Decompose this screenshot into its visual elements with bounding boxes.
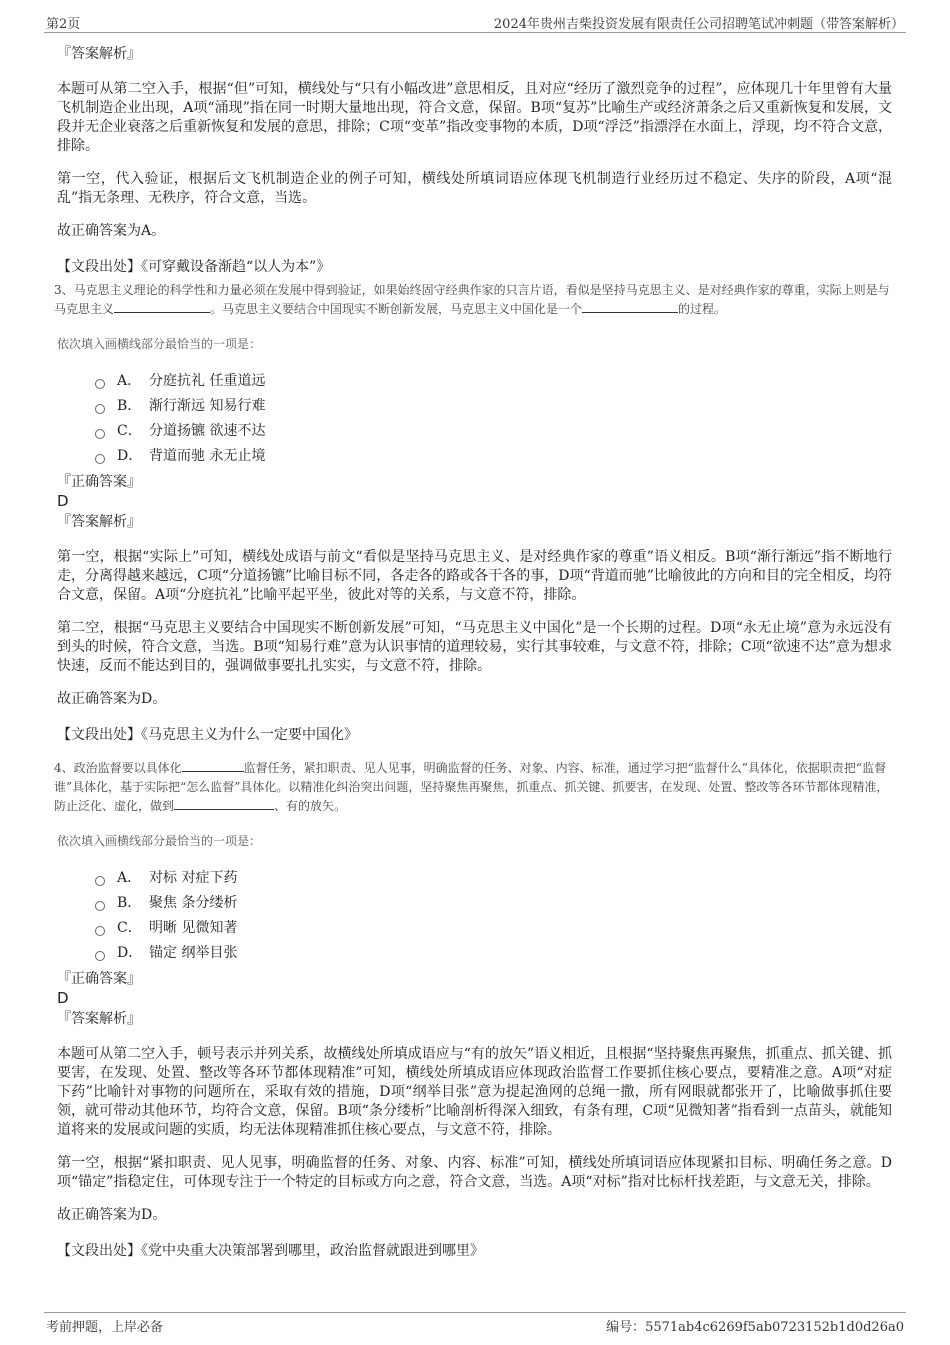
- correct-answer: D: [57, 492, 69, 510]
- radio-icon[interactable]: [95, 901, 105, 911]
- question-text: 。马克思主义要结合中国现实不断创新发展，马克思主义中国化是一个: [210, 302, 583, 316]
- question-text: 马克思主义理论的科学性和力量必须在发展中得到验证，如果始终固守经典作家的只言片语，看似是坚持马克思主义、是对经典作家的尊重，实际上则是与马克思主义: [54, 283, 890, 316]
- option-b[interactable]: [95, 891, 892, 916]
- radio-icon[interactable]: [95, 454, 105, 464]
- option-list: [95, 866, 892, 966]
- source-citation: 【文段出处】《马克思主义为什么一定要中国化》: [57, 727, 358, 743]
- option-letter: B．: [117, 895, 142, 911]
- question-number: 4、: [54, 761, 74, 775]
- page-content: [54, 40, 892, 1261]
- option-letter: A．: [117, 373, 142, 389]
- option-text: 聚焦 条分缕析: [149, 895, 238, 911]
- analysis-paragraph: 本题可从第二空入手，顿号表示并列关系，故横线处所填成语应与“有的放矢”语义相近，且根据“坚持聚焦再聚焦，抓重点、抓关键、抓要害，在发现、处置、整改等各环节都体现精准”可知，横线处所填成语应体现政治监督工作要抓住核心要点，要精准之意。A项“对症下药”比喻针对事物的问题所在，采取有效的措施，D项“纲举目张”意为提起渔网的总绳一撒，所有网眼就都张开了，比喻做事抓住要领，就可带动其他环节，均符合文意，保留。B项“条分缕析”比喻剖析得深入细致，有条有理，C项“见微知著”指看到一点苗头，就能知道将来的发展或问题的实质，均无法体现精准抓住核心要点，与文意不符，排除。: [57, 1046, 892, 1138]
- code-label: 编号：: [606, 1320, 646, 1335]
- conclusion: 故正确答案为D。: [57, 1207, 167, 1223]
- conclusion: 故正确答案为A。: [57, 223, 166, 239]
- option-d[interactable]: [95, 941, 892, 966]
- option-letter: D．: [117, 945, 143, 961]
- option-letter: A．: [117, 870, 142, 886]
- document-title: 2024年贵州吉柴投资发展有限责任公司招聘笔试冲刺题（带答案解析）: [493, 17, 904, 32]
- option-a[interactable]: [95, 369, 892, 394]
- option-letter: C．: [117, 423, 142, 439]
- fill-blank: [114, 300, 210, 313]
- analysis-label: 『答案解析』: [57, 46, 141, 62]
- option-text: 分道扬镳 欲速不达: [149, 423, 266, 439]
- option-text: 渐行渐远 知易行难: [149, 398, 266, 414]
- code-value: 5571ab4c6269f5ab0723152b1d0d26a0: [645, 1320, 904, 1335]
- page-header: [44, 12, 906, 33]
- question-4-stem: [54, 759, 892, 816]
- option-text: 背道而驰 永无止境: [149, 448, 266, 464]
- option-b[interactable]: [95, 394, 892, 419]
- option-a[interactable]: [95, 866, 892, 891]
- option-d[interactable]: [95, 444, 892, 469]
- conclusion: 故正确答案为D。: [57, 691, 167, 707]
- source-citation: 【文段出处】《党中央重大决策部署到哪里，政治监督就跟进到哪里》: [57, 1243, 484, 1259]
- page-number: 第2页: [46, 17, 81, 32]
- analysis-paragraph: 第一空，代入验证，根据后文飞机制造企业的例子可知，横线处所填词语应体现飞机制造行业经历过不稳定、失序的阶段，A项“混乱”指无条理、无秩序，符合文意，当选。: [57, 171, 892, 206]
- option-letter: B．: [117, 398, 142, 414]
- radio-icon[interactable]: [95, 951, 105, 961]
- question-text: 的过程。: [678, 302, 727, 316]
- page-footer: [44, 1312, 906, 1335]
- fill-blank: [182, 759, 244, 772]
- option-letter: C．: [117, 920, 142, 936]
- analysis-label: 『答案解析』: [57, 514, 141, 530]
- question-number: 3、: [54, 283, 74, 297]
- footer-slogan: 考前押题，上岸必备: [46, 1320, 164, 1335]
- option-text: 分庭抗礼 任重道远: [149, 373, 266, 389]
- question-instruction: 依次填入画横线部分最恰当的一项是：: [57, 834, 262, 848]
- question-instruction: 依次填入画横线部分最恰当的一项是：: [57, 337, 262, 351]
- radio-icon[interactable]: [95, 876, 105, 886]
- option-text: 明晰 见微知著: [149, 920, 238, 936]
- analysis-paragraph: 第二空，根据“马克思主义要结合中国现实不断创新发展”可知，“马克思主义中国化”是一个长期的过程。D项“永无止境”意为永远没有到头的时候，符合文意，当选。B项“知易行难”意为认识事情的道理较易，实行其事较难，与文意不符，排除；C项“欲速不达”意为想求快速，反而不能达到目的，强调做事要扎扎实实，与文意不符，排除。: [57, 620, 892, 674]
- option-c[interactable]: [95, 419, 892, 444]
- question-text: 监督任务，紧扣职责、见人见事，明确监督的任务、对象、内容、标准，通过学习把“监督什么”具体化，依据职责把“监督谁”具体化，基于实际把“怎么监督”具体化。以精准化纠治突出问题，坚持聚焦再聚焦，抓重点、抓关键、抓要害，在发现、处置、整改等各环节都体现精准，防止泛化、虚化，做到: [54, 761, 889, 813]
- correct-answer: D: [57, 989, 69, 1007]
- correct-answer-label: 『正确答案』: [57, 971, 141, 987]
- radio-icon[interactable]: [95, 926, 105, 936]
- radio-icon[interactable]: [95, 379, 105, 389]
- analysis-paragraph: 第一空，根据“实际上”可知，横线处成语与前文“看似是坚持马克思主义、是对经典作家的尊重”语义相反。B项“渐行渐远”指不断地行走，分离得越来越远，C项“分道扬镳”比喻目标不同，各走各的路或各干各的事，D项“背道而驰”比喻彼此的方向和目的完全相反，均符合文意，保留。A项“分庭抗礼”比喻平起平坐，彼此对等的关系，与文意不符，排除。: [57, 549, 892, 603]
- option-letter: D．: [117, 448, 143, 464]
- analysis-paragraph: 本题可从第二空入手，根据“但”可知，横线处与“只有小幅改进”意思相反，且对应“经历了激烈竞争的过程”，应体现几十年里曾有大量飞机制造企业出现，A项“涌现”指在同一时期大量地出现，符合文意，保留。B项“复苏”比喻生产或经济萧条之后又重新恢复和发展，文段并无企业衰落之后重新恢复和发展的意思，排除；C项“变革”指改变事物的本质，D项“浮泛”指漂浮在水面上，浮现，均不符合文意，排除。: [57, 81, 892, 154]
- option-text: 对标 对症下药: [149, 870, 238, 886]
- question-text: 政治监督要以具体化: [73, 761, 182, 775]
- question-text: 、有的放矢。: [274, 799, 347, 813]
- fill-blank: [174, 797, 274, 810]
- option-c[interactable]: [95, 916, 892, 941]
- analysis-label: 『答案解析』: [57, 1011, 141, 1027]
- question-3-stem: [54, 281, 892, 319]
- option-list: [95, 369, 892, 469]
- radio-icon[interactable]: [95, 429, 105, 439]
- correct-answer-label: 『正确答案』: [57, 474, 141, 490]
- source-citation: 【文段出处】《可穿戴设备渐趋“以人为本”》: [57, 259, 331, 275]
- document-code: [606, 1316, 904, 1335]
- analysis-paragraph: 第一空，根据“紧扣职责、见人见事，明确监督的任务、对象、内容、标准”可知，横线处所填词语应体现紧扣目标、明确任务之意。D项“锚定”指稳定住，可体现专注于一个特定的目标或方向之意，符合文意，当选。A项“对标”指对比标杆找差距，与文意无关，排除。: [57, 1155, 892, 1190]
- radio-icon[interactable]: [95, 404, 105, 414]
- option-text: 锚定 纲举目张: [149, 945, 238, 961]
- fill-blank: [582, 300, 678, 313]
